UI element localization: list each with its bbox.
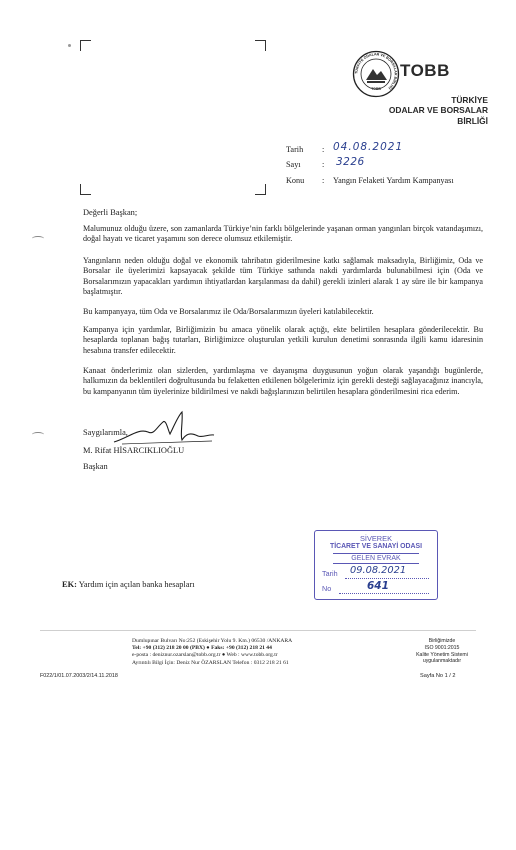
svg-text:TOBB: TOBB xyxy=(371,87,381,91)
org-name xyxy=(360,95,488,126)
corner-mark-top-right xyxy=(255,40,266,51)
footer-iso xyxy=(402,638,482,665)
corner-mark-top-left xyxy=(80,40,91,51)
subject-label: Konu xyxy=(286,176,305,185)
signature-mark xyxy=(108,408,218,448)
stamp-line-1: SİVEREK xyxy=(359,534,393,543)
iso-line-3: Kalite Yönetim Sistemi xyxy=(416,651,468,658)
tobb-seal-icon xyxy=(352,50,400,98)
paragraph-1: Malumunuz olduğu üzere, son zamanlarda Türkiye’nin farklı bölgelerinde yaşanan orman yangınları birçok vatandaşımızı, doğal hayatı ve ticaret yaşamını son derece olumsuz etkilemiştir. xyxy=(83,224,483,244)
attachment-text: Yardım için açılan banka hesapları xyxy=(78,580,195,589)
corner-mark-bottom-right xyxy=(255,184,266,195)
iso-line-2: ISO 9001:2015 xyxy=(424,644,460,651)
page-number: Sayfa No 1 / 2 xyxy=(420,673,456,679)
stamp-date-line xyxy=(345,578,429,579)
received-stamp xyxy=(314,530,438,600)
form-code: F022/1/01.07.2003/2/14.11.2018 xyxy=(40,673,118,679)
signer-name: M. Rifat HİSARCIKLIOĞLU xyxy=(83,446,185,455)
punch-mark-top xyxy=(68,44,71,47)
footer-contact-person: Ayrıntılı Bilgi İçin: Deniz Nur ÖZARSLAN Telefon : 0312 218 21 61 xyxy=(132,659,289,666)
stamp-date-value: 09.08.2021 xyxy=(350,565,407,576)
stamp-no-label: No xyxy=(322,584,332,593)
corner-mark-bottom-left xyxy=(80,184,91,195)
stamp-line-2: TİCARET VE SANAYİ ODASI xyxy=(329,543,423,550)
subject-colon: : xyxy=(322,176,325,185)
stamp-no-line xyxy=(339,593,429,594)
attachment xyxy=(62,580,195,589)
number-value: 3226 xyxy=(336,156,365,168)
subject-value: Yangın Felaketi Yardım Kampanyası xyxy=(333,176,454,185)
signer-title: Başkan xyxy=(83,462,108,471)
date-label: Tarih xyxy=(286,145,304,154)
footer-email: e-posta : deniznur.ozarslan@tobb.org.tr ● Web : www.tobb.org.tr xyxy=(132,652,278,659)
stamp-line-3: GELEN EVRAK xyxy=(333,553,418,564)
paragraph-3: Bu kampanyaya, tüm Oda ve Borsalarımız ile Oda/Borsalarımızın üyeleri katılabilecektir. xyxy=(83,307,374,316)
org-name-line-1: TÜRKİYE xyxy=(451,95,488,105)
closing: Saygılarımla, xyxy=(83,428,128,437)
stamp-no-value: 641 xyxy=(367,580,389,592)
punch-mark-left-2 xyxy=(32,432,44,437)
footer-phone: Tel: +90 (312) 218 20 00 (PBX) ● Faks: +90 (312) 218 21 44 xyxy=(132,645,272,652)
date-colon: : xyxy=(322,145,325,154)
date-value: 04.08.2021 xyxy=(333,141,404,153)
footer-contact xyxy=(132,638,402,667)
footer-address: Dumlupınar Bulvarı No:252 (Eskişehir Yolu 9. Km.) 06530 /ANKARA xyxy=(132,638,293,644)
org-name-line-3: BİRLİĞİ xyxy=(457,115,488,126)
tobb-logo xyxy=(352,50,400,98)
attachment-label: EK: xyxy=(62,580,77,589)
paragraph-5: Kanaat önderlerimiz olan sizlerden, yardımlaşma ve dayanışma duygusunun yoğun olarak yaşandığı bugünlerde, halkımızın da beklentileri doğrultusunda bu felaketten etkilenen bölgelerimiz için gerekli desteği sağlayacağınız inancıyla, bu kampanyanın tüm üyelerinize bildirilmesi ve nakdi bağışlarınızın belirtilen hesaplara gönderilmesini rica ederim. xyxy=(83,366,483,396)
org-name-line-2: ODALAR VE BORSALAR xyxy=(388,105,488,116)
salutation: Değerli Başkan; xyxy=(83,208,138,217)
footer-divider xyxy=(40,630,476,631)
stamp-date-label: Tarih xyxy=(322,569,338,578)
iso-line-1: Birliğimizde xyxy=(428,638,456,644)
punch-mark-left-1 xyxy=(32,236,44,241)
logo-wordmark: TOBB xyxy=(400,61,450,80)
number-colon: : xyxy=(322,160,325,169)
iso-line-4: uygulanmaktadır xyxy=(422,658,462,665)
paragraph-2: Yangınların neden olduğu doğal ve ekonomik tahribatın giderilmesine katkı sağlamak maksadıyla, Birliğimiz, Oda ve Borsalar ile üyelerimizi kapsayacak şekilde tüm Türkiye sathında nakdi yardımlarda bulunabilmesi için (Oda ve Borsalarımızın yapacakları yardımın ihtiyatlardan karşılanması da dahil) gerekli izinleri alarak 1 ay süre ile bir kampanya başlatmıştır. xyxy=(83,256,483,297)
number-label: Sayı xyxy=(286,160,301,169)
svg-text:TÜRKİYE ODALAR VE BORSALAR BİR: TÜRKİYE ODALAR VE BORSALAR BİRLİĞİ xyxy=(354,52,398,91)
paragraph-4: Kampanya için yardımlar, Birliğimizin bu amaca yönelik olarak açtığı, ekte belirtilen hesaplara gönderilecektir. Bu hesaplarda toplanan bağış tutarları, Birliğimizce oluşturulan yetkili kurulun denetimi sonrasında ilgili kamu idaresinin hesabına transfer edilecektir. xyxy=(83,325,483,355)
